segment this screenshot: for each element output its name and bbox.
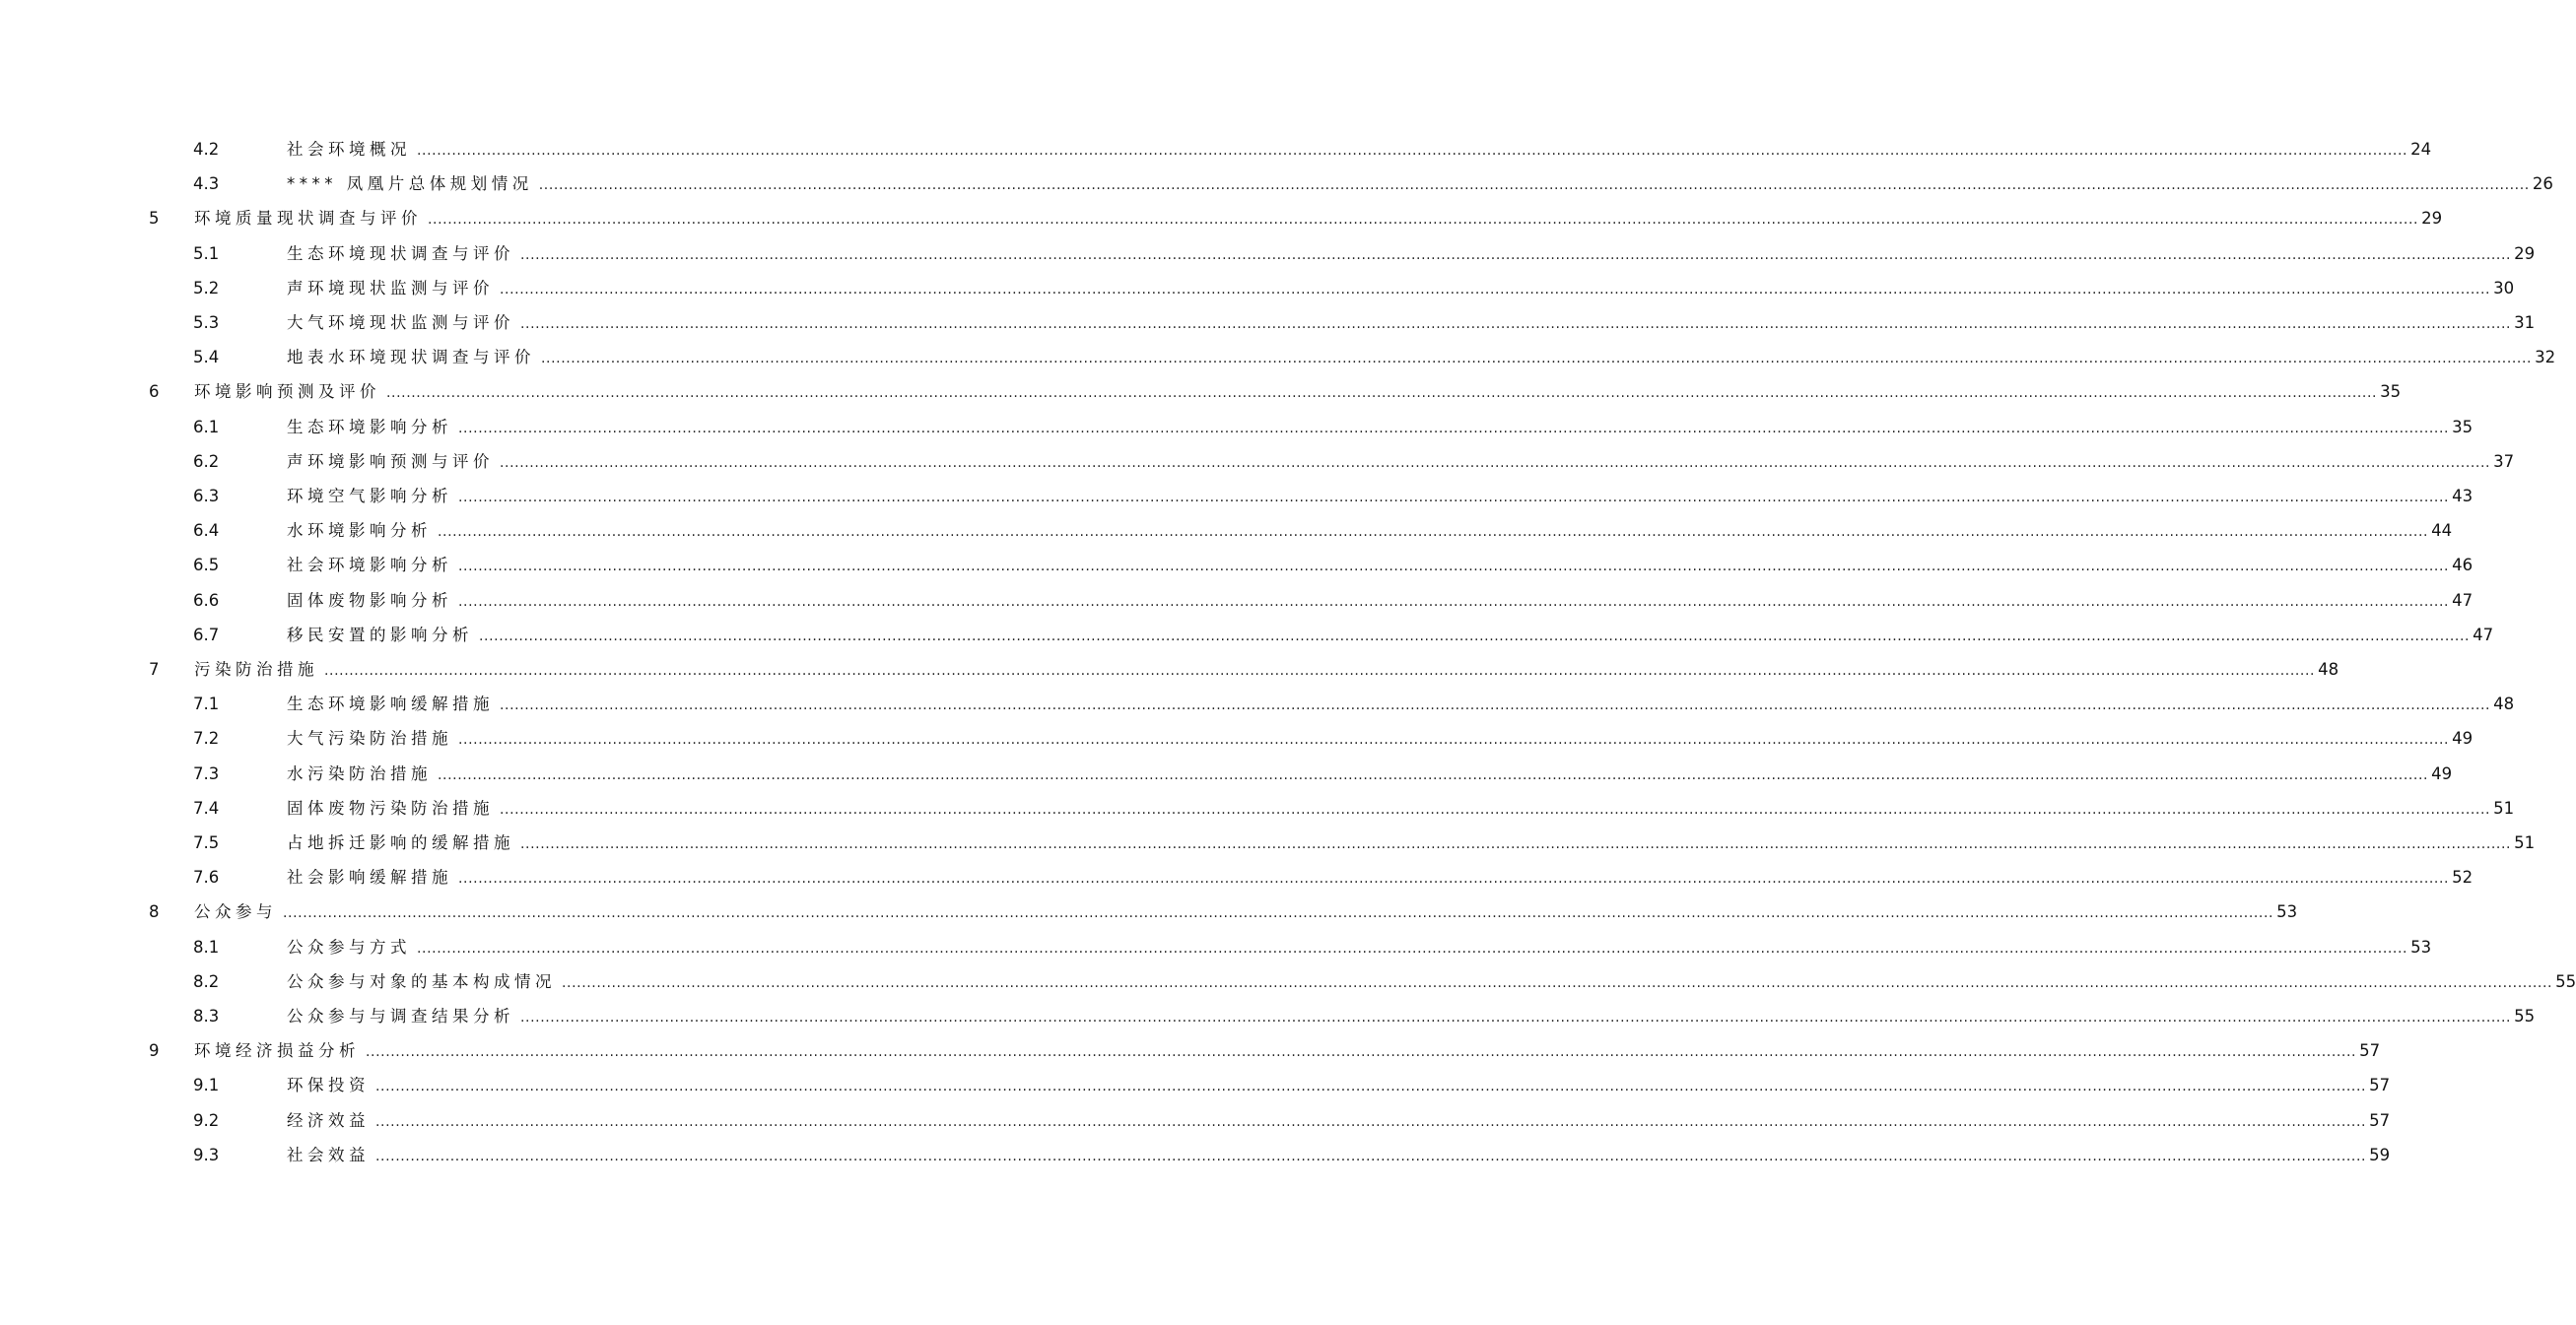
toc-entry-title: 社会环境概况 xyxy=(287,140,411,159)
toc-entry-number: 7.3 xyxy=(193,763,220,783)
toc-entry[interactable] xyxy=(0,379,2402,405)
toc-entry-title: 社会影响缓解措施 xyxy=(287,868,452,888)
toc-entry-page: 57 xyxy=(2369,1076,2391,1095)
toc-entry[interactable] xyxy=(0,623,2494,648)
toc-entry-title: 水污染防治措施 xyxy=(287,763,432,783)
toc-entry[interactable] xyxy=(0,796,2515,822)
toc-entry-page: 57 xyxy=(2369,1110,2391,1130)
toc-entry[interactable] xyxy=(0,726,2474,752)
toc-entry-page: 31 xyxy=(2514,313,2536,332)
dot-leader: ................................................................................................................................................................................................................................................................................................................................................................................................................ xyxy=(458,420,2450,436)
toc-entry-page: 55 xyxy=(2555,971,2576,991)
toc-entry-page: 24 xyxy=(2410,140,2432,159)
toc-entry-title: 公众参与与调查结果分析 xyxy=(287,1007,514,1026)
toc-entry[interactable] xyxy=(0,969,2576,995)
toc-entry-page: 29 xyxy=(2421,209,2443,229)
toc-entry-number: 9.2 xyxy=(193,1110,220,1130)
toc-entry[interactable] xyxy=(0,588,2474,614)
toc-entry-title: 地表水环境现状调查与评价 xyxy=(287,348,535,367)
dot-leader: ................................................................................................................................................................................................................................................................................................................................................................................................................ xyxy=(520,836,2512,852)
toc-entry-page: 26 xyxy=(2532,174,2553,194)
toc-entry-number: 6.1 xyxy=(193,417,220,436)
dot-leader: ................................................................................................................................................................................................................................................................................................................................................................................................................ xyxy=(438,766,2429,783)
dot-leader: ................................................................................................................................................................................................................................................................................................................................................................................................................ xyxy=(538,177,2530,194)
dot-leader: ................................................................................................................................................................................................................................................................................................................................................................................................................ xyxy=(562,974,2553,991)
dot-leader: ................................................................................................................................................................................................................................................................................................................................................................................................................ xyxy=(458,871,2450,888)
toc-entry-number: 8.3 xyxy=(193,1007,220,1026)
toc-entry-title: 占地拆迁影响的缓解措施 xyxy=(287,833,514,852)
dot-leader: ................................................................................................................................................................................................................................................................................................................................................................................................................ xyxy=(428,212,2419,229)
toc-entry-number: 5.2 xyxy=(193,278,220,298)
toc-entry[interactable] xyxy=(0,1143,2391,1168)
toc-entry-number: 7.5 xyxy=(193,833,220,852)
toc-entry-number: 5.3 xyxy=(193,313,220,332)
toc-entry-number: 9 xyxy=(149,1041,160,1061)
toc-entry-title: 生态环境影响缓解措施 xyxy=(287,695,494,714)
toc-entry-title: 社会效益 xyxy=(287,1145,370,1164)
toc-entry[interactable] xyxy=(0,415,2474,440)
toc-entry[interactable] xyxy=(0,899,2298,925)
toc-entry-title: 声环境现状监测与评价 xyxy=(287,278,494,298)
toc-entry-title: 污染防治措施 xyxy=(194,660,318,679)
toc-entry-number: 8.1 xyxy=(193,937,220,957)
toc-entry[interactable] xyxy=(0,241,2536,267)
dot-leader: ................................................................................................................................................................................................................................................................................................................................................................................................................ xyxy=(500,454,2491,471)
toc-entry-page: 30 xyxy=(2493,278,2515,298)
toc-entry-title: 大气污染防治措施 xyxy=(287,729,452,749)
toc-entry[interactable] xyxy=(0,484,2474,509)
toc-entry-page: 35 xyxy=(2452,417,2474,436)
toc-entry[interactable] xyxy=(0,865,2474,891)
toc-entry-page: 53 xyxy=(2410,937,2432,957)
toc-entry-title: 固体废物污染防治措施 xyxy=(287,798,494,818)
toc-entry-page: 49 xyxy=(2452,729,2474,749)
toc-entry-title: 环境空气影响分析 xyxy=(287,487,452,505)
toc-entry-number: 6.7 xyxy=(193,625,220,644)
toc-entry-number: 4.3 xyxy=(193,174,220,194)
toc-entry-page: 59 xyxy=(2369,1145,2391,1164)
toc-entry-number: 9.3 xyxy=(193,1145,220,1164)
dot-leader: ................................................................................................................................................................................................................................................................................................................................................................................................................ xyxy=(324,663,2316,679)
toc-entry-number: 7.6 xyxy=(193,868,220,888)
toc-entry-number: 6.6 xyxy=(193,590,220,610)
toc-entry-title: 环境经济损益分析 xyxy=(194,1041,360,1061)
toc-entry-number: 6.5 xyxy=(193,556,220,575)
toc-entry-title: 环境质量现状调查与评价 xyxy=(194,209,422,229)
toc-entry-page: 48 xyxy=(2493,695,2515,714)
toc-entry-page: 51 xyxy=(2493,798,2515,818)
toc-entry-title: 固体废物影响分析 xyxy=(287,590,452,610)
toc-entry-number: 6.4 xyxy=(193,521,220,541)
dot-leader: ................................................................................................................................................................................................................................................................................................................................................................................................................ xyxy=(458,490,2450,505)
toc-entry-title: 水环境影响分析 xyxy=(287,521,432,541)
dot-leader: ................................................................................................................................................................................................................................................................................................................................................................................................................ xyxy=(479,628,2471,644)
toc-entry-number: 8.2 xyxy=(193,971,220,991)
toc-entry-title: 大气环境现状监测与评价 xyxy=(287,313,514,332)
dot-leader: ................................................................................................................................................................................................................................................................................................................................................................................................................ xyxy=(520,316,2512,332)
toc-entry-title: 声环境影响预测与评价 xyxy=(287,451,494,471)
toc-entry[interactable] xyxy=(0,1038,2381,1064)
toc-entry-page: 35 xyxy=(2380,382,2402,402)
toc-entry-title: 生态环境影响分析 xyxy=(287,417,452,436)
dot-leader: ................................................................................................................................................................................................................................................................................................................................................................................................................ xyxy=(438,524,2429,541)
toc-entry[interactable] xyxy=(0,830,2536,856)
toc-entry-number: 7.4 xyxy=(193,798,220,818)
dot-leader: ................................................................................................................................................................................................................................................................................................................................................................................................................ xyxy=(417,143,2408,159)
dot-leader: ................................................................................................................................................................................................................................................................................................................................................................................................................ xyxy=(417,940,2408,957)
dot-leader: ................................................................................................................................................................................................................................................................................................................................................................................................................ xyxy=(375,1113,2367,1130)
toc-entry-number: 8 xyxy=(149,902,160,922)
toc-entry-page: 49 xyxy=(2431,763,2453,783)
toc-entry[interactable] xyxy=(0,518,2453,544)
toc-entry-number: 7.1 xyxy=(193,695,220,714)
toc-entry-title: 公众参与对象的基本构成情况 xyxy=(287,971,556,991)
toc-entry[interactable] xyxy=(0,657,2339,683)
dot-leader: ................................................................................................................................................................................................................................................................................................................................................................................................................ xyxy=(520,1010,2512,1026)
toc-entry[interactable] xyxy=(0,206,2443,232)
toc-entry-title: 公众参与方式 xyxy=(287,937,411,957)
toc-entry[interactable] xyxy=(0,137,2432,163)
toc-entry-number: 4.2 xyxy=(193,140,220,159)
toc-entry-page: 32 xyxy=(2535,348,2556,367)
dot-leader: ................................................................................................................................................................................................................................................................................................................................................................................................................ xyxy=(541,351,2533,367)
toc-entry-page: 29 xyxy=(2514,243,2536,263)
toc-entry-page: 48 xyxy=(2318,660,2339,679)
toc-entry[interactable] xyxy=(0,171,2553,197)
dot-leader: ................................................................................................................................................................................................................................................................................................................................................................................................................ xyxy=(386,385,2378,402)
toc-entry[interactable] xyxy=(0,762,2453,787)
toc-entry-number: 5.1 xyxy=(193,243,220,263)
toc-entry-number: 6 xyxy=(149,382,160,402)
dot-leader: ................................................................................................................................................................................................................................................................................................................................................................................................................ xyxy=(458,732,2450,749)
toc-entry-page: 53 xyxy=(2276,902,2298,922)
dot-leader: ................................................................................................................................................................................................................................................................................................................................................................................................................ xyxy=(375,1079,2367,1095)
toc-entry-page: 47 xyxy=(2473,625,2494,644)
toc-entry-title: 社会环境影响分析 xyxy=(287,556,452,575)
toc-entry-number: 6.2 xyxy=(193,451,220,471)
toc-entry[interactable] xyxy=(0,935,2432,961)
toc-entry-page: 52 xyxy=(2452,868,2474,888)
toc-entry-page: 44 xyxy=(2431,521,2453,541)
toc-entry-number: 7 xyxy=(149,660,160,679)
dot-leader: ................................................................................................................................................................................................................................................................................................................................................................................................................ xyxy=(500,801,2491,818)
dot-leader: ................................................................................................................................................................................................................................................................................................................................................................................................................ xyxy=(500,281,2491,298)
toc-entry-title: 环保投资 xyxy=(287,1076,370,1095)
toc-entry-title: 生态环境现状调查与评价 xyxy=(287,243,514,263)
toc-entry[interactable] xyxy=(0,449,2515,475)
toc-entry-page: 57 xyxy=(2359,1041,2381,1061)
dot-leader: ................................................................................................................................................................................................................................................................................................................................................................................................................ xyxy=(283,905,2274,922)
toc-entry-page: 46 xyxy=(2452,556,2474,575)
toc-entry-title: **** 凤凰片总体规划情况 xyxy=(287,174,533,194)
toc-entry[interactable] xyxy=(0,310,2536,336)
toc-entry[interactable] xyxy=(0,276,2515,301)
toc-entry-title: 环境影响预测及评价 xyxy=(194,382,380,402)
dot-leader: ................................................................................................................................................................................................................................................................................................................................................................................................................ xyxy=(520,246,2512,263)
toc-entry[interactable] xyxy=(0,692,2515,717)
toc-entry[interactable] xyxy=(0,1004,2536,1029)
toc-entry-page: 51 xyxy=(2514,833,2536,852)
dot-leader: ................................................................................................................................................................................................................................................................................................................................................................................................................ xyxy=(375,1148,2367,1164)
toc-entry-number: 7.2 xyxy=(193,729,220,749)
dot-leader: ................................................................................................................................................................................................................................................................................................................................................................................................................ xyxy=(458,593,2450,610)
toc-entry-number: 6.3 xyxy=(193,487,220,505)
toc-entry-page: 43 xyxy=(2452,487,2474,505)
toc-entry-number: 5.4 xyxy=(193,348,220,367)
dot-leader: ................................................................................................................................................................................................................................................................................................................................................................................................................ xyxy=(458,559,2450,575)
dot-leader: ................................................................................................................................................................................................................................................................................................................................................................................................................ xyxy=(366,1044,2357,1061)
toc-entry-page: 55 xyxy=(2514,1007,2536,1026)
toc-entry-page: 47 xyxy=(2452,590,2474,610)
toc-entry[interactable] xyxy=(0,1108,2391,1134)
toc-entry-number: 5 xyxy=(149,209,160,229)
toc-entry-title: 公众参与 xyxy=(194,902,277,922)
dot-leader: ................................................................................................................................................................................................................................................................................................................................................................................................................ xyxy=(500,697,2491,714)
toc-entry-number: 9.1 xyxy=(193,1076,220,1095)
toc-entry-page: 37 xyxy=(2493,451,2515,471)
toc-entry-title: 移民安置的影响分析 xyxy=(287,625,473,644)
toc-entry[interactable] xyxy=(0,345,2556,370)
toc-entry-title: 经济效益 xyxy=(287,1110,370,1130)
toc-entry[interactable] xyxy=(0,553,2474,578)
toc-entry[interactable] xyxy=(0,1073,2391,1098)
